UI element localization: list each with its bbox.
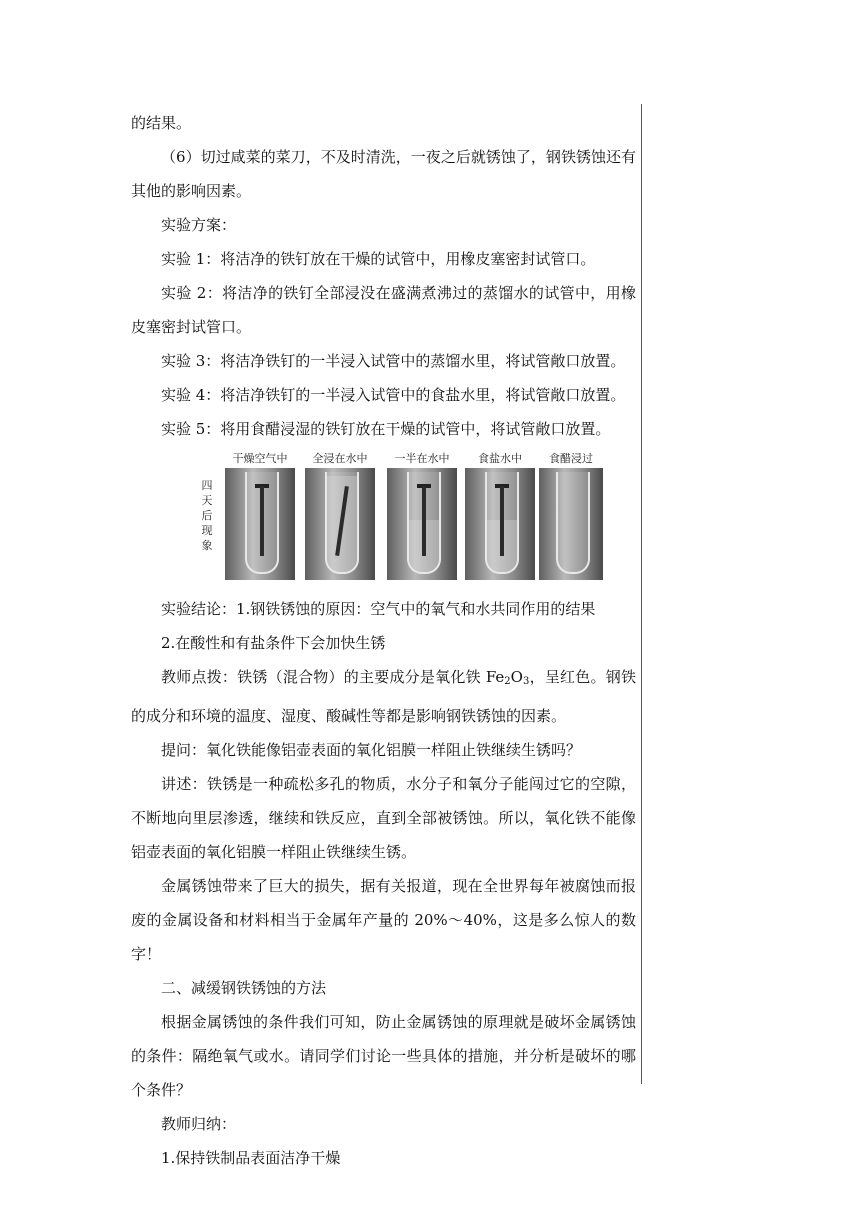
section-heading-2: 二、减缓钢铁锈蚀的方法	[161, 979, 327, 997]
paragraph-loss: 金属锈蚀带来了巨大的损失，据有关报道，现在全世界每年被腐蚀而报废的金属设备和材料相当于金属年产量的 20%～40%，这是多么惊人的数字！	[131, 877, 636, 963]
figure-side-label: 四天后现象	[201, 479, 213, 552]
tube-caption: 全浸在水中	[312, 452, 368, 465]
paragraph-teacher-tip: 教师点拨：铁锈（混合物）的主要成分是氧化铁 $Fe_2O_3$，呈红色。钢铁的成分和环境的温度、湿度、酸碱性等都是影响钢铁锈蚀的因素。	[131, 668, 636, 725]
paragraph-plan-heading: 实验方案：	[161, 216, 237, 234]
page-margin-rule	[641, 104, 642, 1084]
tube-photo	[465, 468, 535, 580]
paragraph-experiment-1: 实验 1：将洁净的铁钉放在干燥的试管中，用橡皮塞密封试管口。	[161, 250, 596, 268]
tube-caption: 干燥空气中	[232, 452, 288, 465]
tube-caption: 食醋浸过	[549, 452, 593, 465]
tube-photo	[305, 468, 375, 580]
paragraph-conclusion-1: 实验结论：1.钢铁锈蚀的原因：空气中的氧气和水共同作用的结果	[161, 600, 596, 618]
tube-salt-water	[465, 452, 535, 580]
experiment-figure	[199, 452, 603, 586]
paragraph-experiment-5: 实验 5：将用食醋浸湿的铁钉放在干燥的试管中，将试管敞口放置。	[161, 420, 611, 438]
paragraph-conclusion-2: 2.在酸性和有盐条件下会加快生锈	[161, 634, 386, 652]
paragraph-experiment-2: 实验 2：将洁净的铁钉全部浸没在盛满煮沸过的蒸馏水的试管中，用橡皮塞密封试管口。	[131, 284, 636, 336]
paragraph-result-tail: 的结果。	[131, 114, 192, 132]
paragraph-experiment-3: 实验 3：将洁净铁钉的一半浸入试管中的蒸馏水里，将试管敞口放置。	[161, 352, 626, 370]
paragraph-method-1: 1.保持铁制品表面洁净干燥	[161, 1149, 341, 1167]
tube-vinegar	[539, 452, 603, 580]
paragraph-teacher-summary: 教师归纳：	[161, 1115, 237, 1133]
paragraph-experiment-4: 实验 4：将洁净铁钉的一半浸入试管中的食盐水里，将试管敞口放置。	[161, 386, 626, 404]
paragraph-prevention: 根据金属锈蚀的条件我们可知，防止金属锈蚀的原理就是破坏金属锈蚀的条件：隔绝氧气或水。请同学们讨论一些具体的措施，并分析是破坏的哪个条件？	[131, 1013, 636, 1099]
tube-photo	[387, 468, 457, 580]
paragraph-explanation: 讲述：铁锈是一种疏松多孔的物质，水分子和氧分子能闯过它的空隙，不断地向里层渗透，继续和铁反应，直到全部被锈蚀。所以，氧化铁不能像铝壶表面的氧化铝膜一样阻止铁继续生锈。	[131, 775, 636, 861]
paragraph-question-6: （6）切过咸菜的菜刀，不及时清洗，一夜之后就锈蚀了，钢铁锈蚀还有其他的影响因素。	[131, 148, 636, 200]
tube-dry-air	[225, 452, 295, 580]
tube-caption: 食盐水中	[478, 452, 522, 465]
tube-half-water	[387, 452, 457, 580]
paragraph-question: 提问：氧化铁能像铝壶表面的氧化铝膜一样阻止铁继续生锈吗？	[161, 741, 582, 759]
tube-photo	[225, 468, 295, 580]
tube-photo	[539, 468, 603, 580]
tube-full-water	[305, 452, 375, 580]
document-body	[131, 106, 636, 1175]
tube-caption: 一半在水中	[394, 452, 450, 465]
